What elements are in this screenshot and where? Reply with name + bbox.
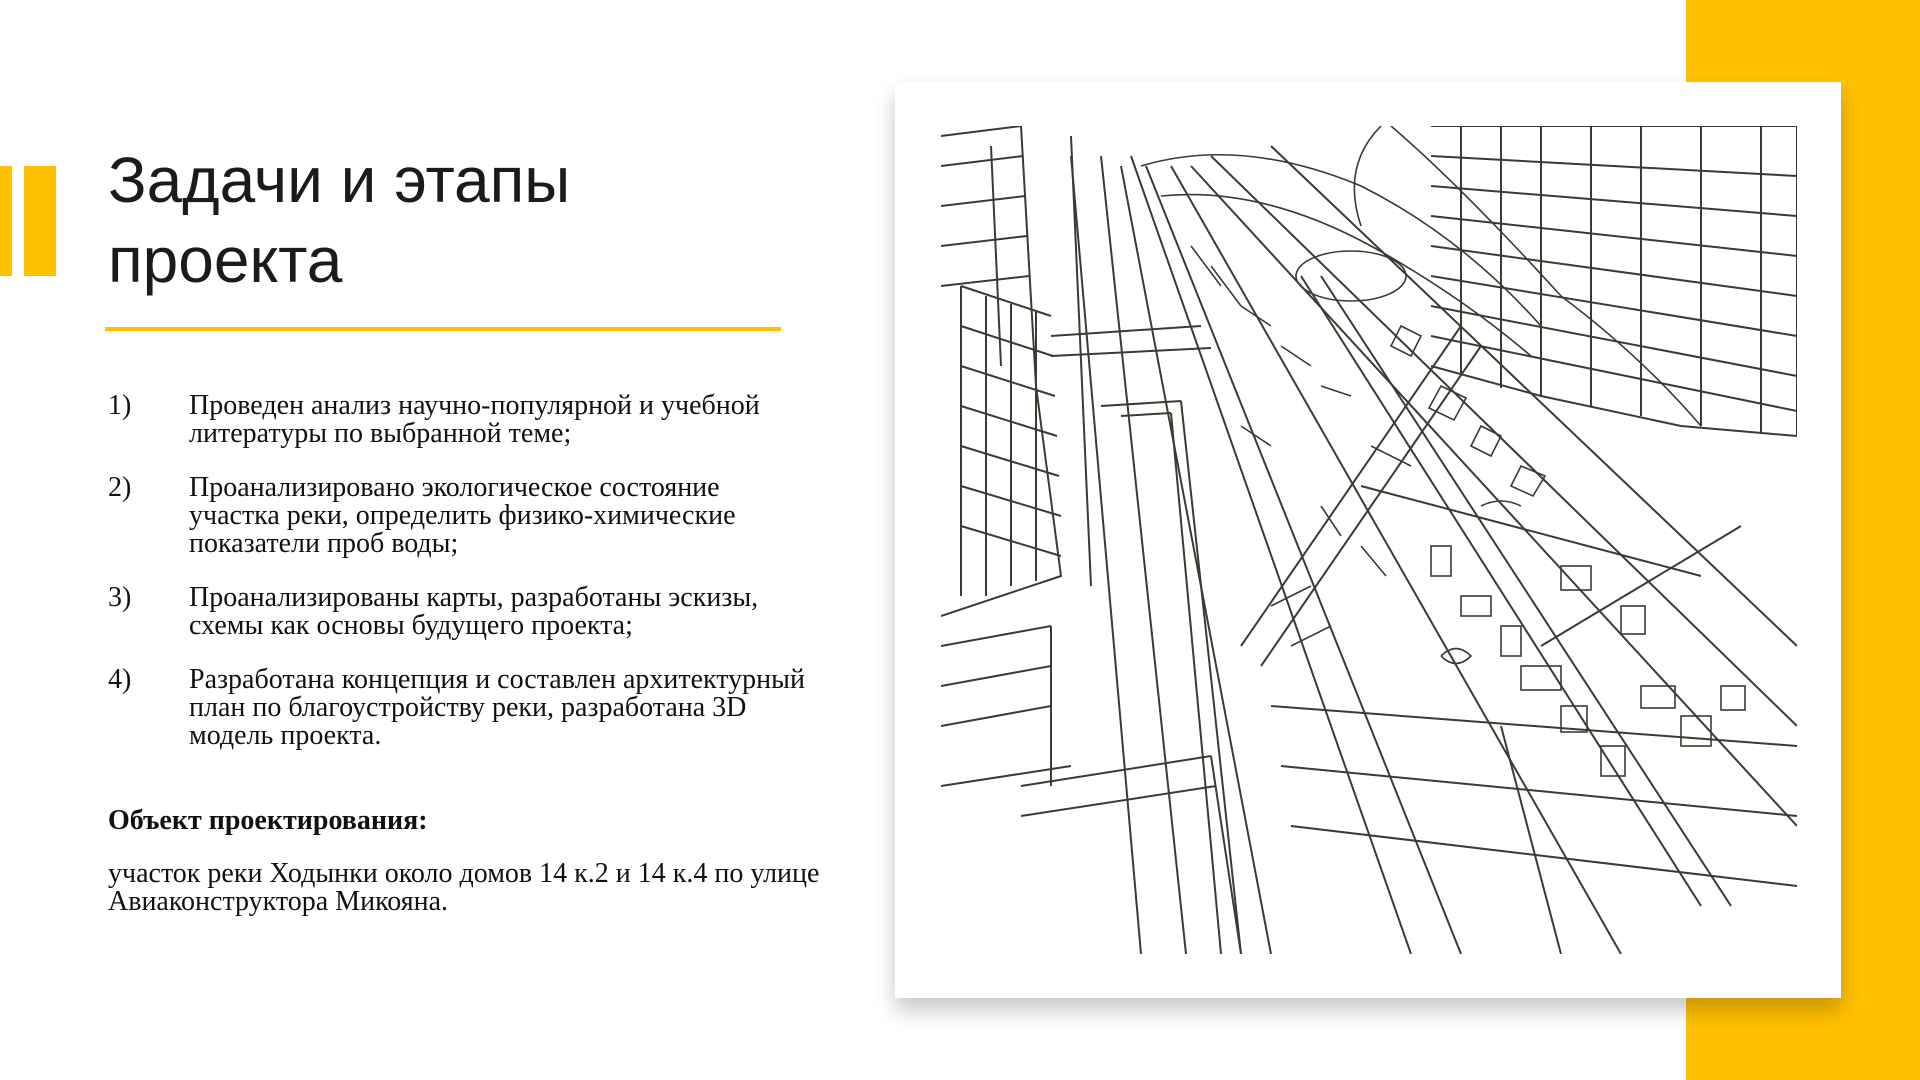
task-number: 4): [108, 664, 132, 695]
task-text: Разработана концепция и составлен архитектурный план по благоустройству реки, разработана 3D модель проекта.: [189, 664, 805, 751]
task-number: 3): [108, 582, 132, 613]
task-text: Проведен анализ научно-популярной и учебной литературы по выбранной теме;: [189, 390, 760, 449]
task-item: [108, 474, 808, 558]
accent-bar-thick: [24, 166, 56, 276]
accent-bar-thin: [0, 166, 12, 276]
object-description: участок реки Ходынки около домов 14 к.2 и 14 к.4 по улице Авиаконструктора Микояна.: [108, 858, 820, 917]
slide-title: [108, 140, 748, 300]
image-card: [895, 82, 1841, 998]
task-text: Проанализированы карты, разработаны эскизы, схемы как основы будущего проекта;: [189, 582, 759, 641]
task-text: Проанализировано экологическое состояние участка реки, определить физико-химические показатели проб воды;: [189, 472, 736, 559]
object-heading: Объект проектирования:: [108, 805, 428, 836]
task-number: 1): [108, 390, 132, 421]
task-number: 2): [108, 472, 132, 503]
title-underline: [105, 327, 781, 331]
task-item: [108, 584, 808, 640]
accent-bars: [0, 166, 56, 276]
title-line-1: Задачи и этапы: [108, 144, 571, 216]
architectural-sketch: [941, 126, 1797, 954]
title-line-2: проекта: [108, 224, 343, 296]
task-item: [108, 666, 808, 750]
task-list: [108, 392, 808, 776]
task-item: [108, 392, 808, 448]
